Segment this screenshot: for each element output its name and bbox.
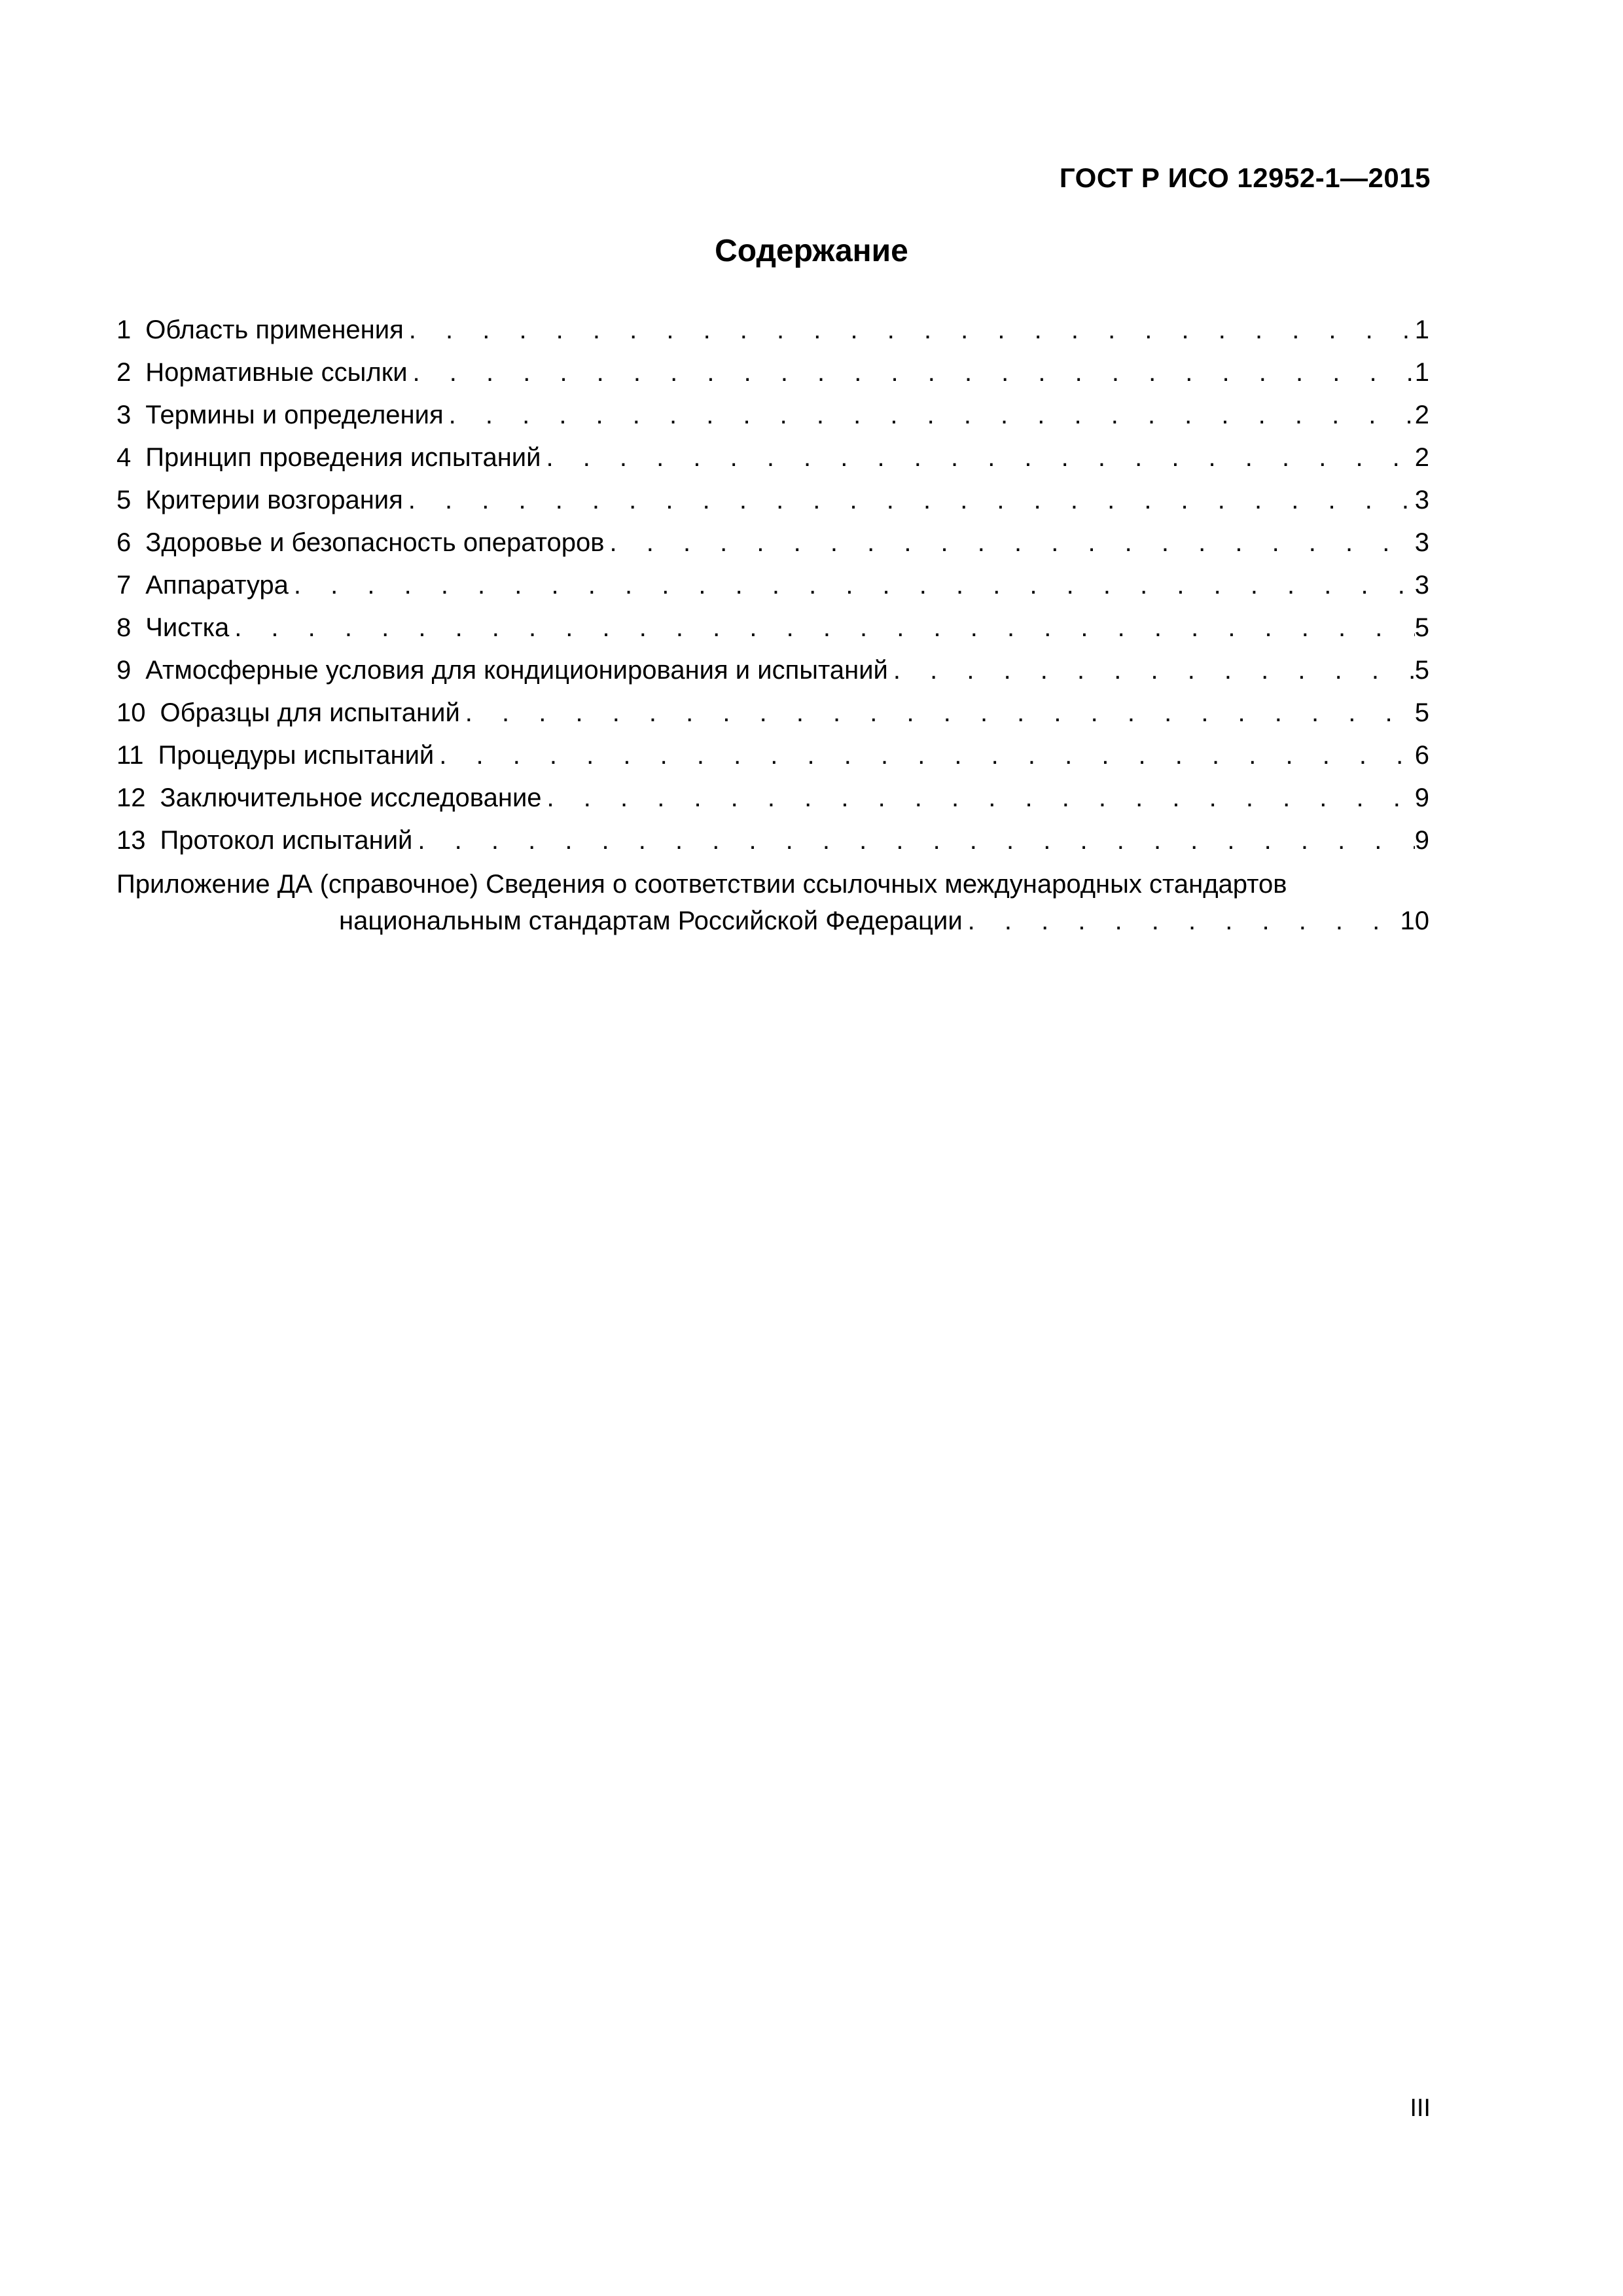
toc-dot-leader: [605, 522, 1415, 564]
toc-entry-number: 6: [116, 528, 132, 557]
toc-entry[interactable]: [116, 351, 1429, 394]
toc-entry[interactable]: [116, 819, 1429, 862]
toc-dot-leader: [963, 903, 1400, 939]
toc-entry-number: 7: [116, 571, 132, 600]
toc-entry-number: 1: [116, 315, 132, 344]
appendix-title-line1: Приложение ДА (справочное) Сведения о соответствии ссылочных международных стандартов: [116, 870, 1287, 899]
toc-dot-leader: [444, 394, 1415, 437]
toc-dot-leader: [434, 734, 1415, 777]
toc-entry-number: 5: [116, 486, 132, 514]
toc-dot-leader: [408, 351, 1415, 394]
toc-entry-page: 5: [1414, 613, 1429, 642]
toc-entry[interactable]: [116, 692, 1429, 734]
appendix-title-line2: национальным стандартам Российской Федерации: [339, 906, 963, 935]
toc-dot-leader: [542, 777, 1415, 819]
toc-entry-number: 8: [116, 613, 132, 642]
appendix-page: 10: [1400, 906, 1429, 935]
toc-entry[interactable]: [116, 479, 1429, 522]
toc-entry-title: Область применения: [145, 315, 404, 344]
toc-entry-page: 5: [1414, 656, 1429, 685]
toc-dot-leader: [412, 819, 1414, 862]
toc-entry-title: Образцы для испытаний: [160, 698, 460, 727]
toc-entry-page: 5: [1414, 698, 1429, 727]
toc-entry-number: 2: [116, 358, 132, 387]
toc-entry[interactable]: [116, 777, 1429, 819]
toc-entry-number: 3: [116, 401, 132, 429]
toc-entry-page: 1: [1414, 315, 1429, 344]
table-of-contents: [116, 309, 1429, 939]
toc-title: Содержание: [715, 234, 908, 268]
toc-entry[interactable]: [116, 522, 1429, 564]
toc-entry-number: 9: [116, 656, 132, 685]
toc-entry-page: 2: [1414, 443, 1429, 472]
toc-entry-page: 3: [1414, 486, 1429, 514]
toc-entry-page: 2: [1414, 401, 1429, 429]
toc-entry-page: 9: [1414, 826, 1429, 855]
toc-entry-number: 10: [116, 698, 146, 727]
toc-entry[interactable]: [116, 394, 1429, 437]
toc-dot-leader: [403, 479, 1415, 522]
toc-dot-leader: [229, 607, 1415, 649]
toc-dot-leader: [460, 692, 1415, 734]
toc-entry[interactable]: [116, 649, 1429, 692]
toc-dot-leader: [888, 649, 1415, 692]
toc-entry[interactable]: [116, 309, 1429, 351]
toc-entry-title: Принцип проведения испытаний: [145, 443, 541, 472]
toc-entry[interactable]: [116, 734, 1429, 777]
toc-entry-number: 11: [116, 741, 144, 770]
toc-appendix-entry[interactable]: [116, 866, 1429, 939]
toc-entry-title: Критерии возгорания: [145, 486, 403, 514]
toc-entry-title: Чистка: [145, 613, 230, 642]
appendix-title-line2-row: [116, 903, 1429, 939]
toc-entry-page: 9: [1414, 783, 1429, 812]
toc-entry-page: 3: [1414, 528, 1429, 557]
toc-entry-title: Здоровье и безопасность операторов: [145, 528, 605, 557]
toc-entry-number: 13: [116, 826, 146, 855]
document-code: ГОСТ Р ИСО 12952-1—2015: [1059, 162, 1431, 193]
toc-entry-number: 12: [116, 783, 146, 812]
toc-entry-title: Протокол испытаний: [160, 826, 413, 855]
toc-entry-title: Термины и определения: [145, 401, 444, 429]
toc-entry[interactable]: [116, 437, 1429, 479]
toc-entry-title: Заключительное исследование: [160, 783, 542, 812]
toc-entry-page: 6: [1414, 741, 1429, 770]
toc-entry-title: Атмосферные условия для кондиционирования и испытаний: [145, 656, 888, 685]
toc-entry-title: Аппаратура: [145, 571, 289, 600]
toc-entry-page: 1: [1414, 358, 1429, 387]
toc-entry-number: 4: [116, 443, 132, 472]
toc-dot-leader: [289, 564, 1415, 607]
page-number: III: [1410, 2094, 1431, 2122]
toc-dot-leader: [404, 309, 1415, 351]
toc-entry-page: 3: [1414, 571, 1429, 600]
toc-entry-title: Нормативные ссылки: [145, 358, 408, 387]
toc-entry[interactable]: [116, 607, 1429, 649]
toc-entry[interactable]: [116, 564, 1429, 607]
toc-entry-title: Процедуры испытаний: [158, 741, 435, 770]
toc-dot-leader: [541, 437, 1414, 479]
